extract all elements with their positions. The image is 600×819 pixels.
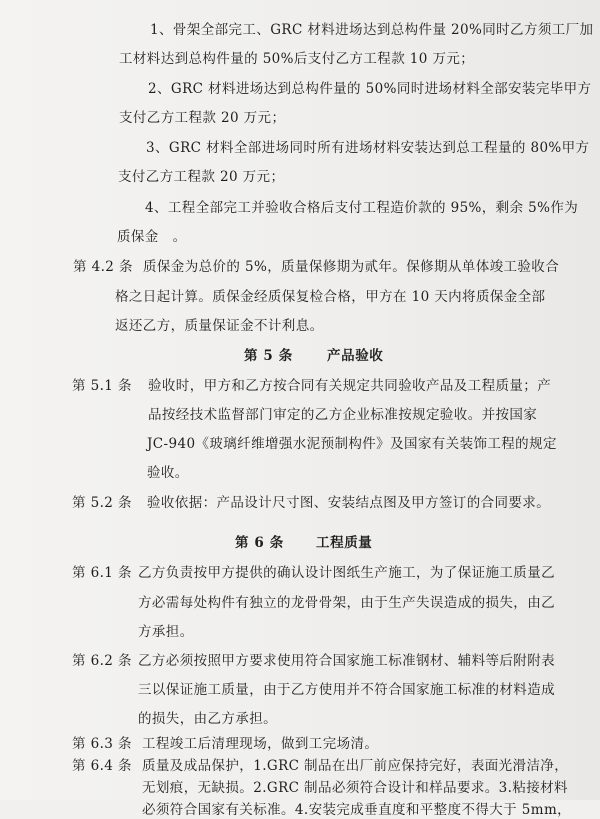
clause-4-2-line-1: 质保金为总价的 5%，质量保修期为贰年。保修期从单体竣工验收合: [143, 259, 560, 275]
clause-6-4-line-2: 无划痕，无缺损。2.GRC 制品必须符合设计和样品要求。3.粘接材料: [142, 780, 568, 796]
clause-6-4-line-1: 质量及成品保护，1.GRC 制品在出厂前应保持完好，表面光滑洁净，: [142, 758, 569, 774]
clause-6-2-line-3: 的损失，由乙方承担。: [138, 711, 277, 727]
clause-6-2-line-2: 三以保证施工质量，由于乙方使用并不符合国家施工标准的材料造成: [138, 682, 555, 698]
clause-5-1-line-4: 验收。: [147, 465, 189, 481]
payment-item-1-line-2: 工材料达到总构件量的 50%后支付乙方工程款 10 万元；: [119, 51, 475, 67]
clause-6-4-number: 第 6.4 条: [72, 758, 132, 774]
section-6-number: 第 6 条: [235, 535, 284, 551]
clause-5-2-line-1: 验收依据：产品设计尺寸图、安装结点图及甲方签订的合同要求。: [147, 495, 551, 511]
clause-6-3-line-1: 工程竣工后清理现场，做到工完场清。: [142, 736, 379, 752]
clause-5-1-line-3: JC-940《玻璃纤维增强水泥预制构件》及国家有关装饰工程的规定: [147, 436, 557, 452]
payment-item-3-line-1: 3、GRC 材料全部进场同时所有进场材料安装达到总工程量的 80%甲方: [146, 140, 590, 156]
payment-item-3-line-2: 支付乙方工程款 20 万元；: [118, 169, 285, 185]
clause-4-2-line-2: 格之日起计算。质保金经质保复检合格，甲方在 10 天内将质保金全部: [115, 289, 546, 305]
clause-5-1-number: 第 5.1 条: [72, 378, 132, 394]
payment-item-2-line-2: 支付乙方工程款 20 万元；: [119, 110, 286, 126]
payment-item-2-line-1: 2、GRC 材料进场达到总构件量的 50%同时进场材料全部安装完毕甲方: [148, 81, 592, 97]
clause-5-1-line-2: 品按经技术监督部门审定的乙方企业标准按规定验收。并按国家: [148, 407, 538, 423]
clause-6-1-number: 第 6.1 条: [72, 565, 132, 581]
payment-item-4-line-2: 质保金 。: [117, 229, 187, 245]
section-6-title: 工程质量: [316, 535, 373, 551]
section-5-title: 产品验收: [327, 348, 384, 364]
clause-5-2-number: 第 5.2 条: [72, 495, 132, 511]
payment-item-4-line-1: 4、工程全部完工并验收合格后支付工程造价款的 95%，剩余 5%作为: [145, 200, 579, 216]
clause-6-4-line-3: 必须符合国家有关标准。4.安装完成垂直度和平整度不得大于 5mm，: [142, 802, 572, 818]
payment-item-1-line-1: 1、骨架全部完工、GRC 材料进场达到总构件量 20%同时乙方须工厂加: [150, 22, 594, 38]
section-5-number: 第 5 条: [244, 348, 293, 364]
clause-6-2-number: 第 6.2 条: [72, 653, 132, 669]
clause-4-2-number: 第 4.2 条: [73, 259, 133, 275]
clause-6-2-line-1: 乙方必须按照甲方要求使用符合国家施工标准钢材、辅料等后附附表: [138, 653, 555, 669]
clause-6-1-line-3: 方承担。: [138, 624, 194, 640]
clause-5-1-line-1: 验收时，甲方和乙方按合同有关规定共同验收产品及工程质量；产: [148, 378, 552, 394]
clause-4-2-line-3: 返还乙方，质量保证金不计利息。: [115, 318, 324, 334]
clause-6-1-line-1: 乙方负责按甲方提供的确认设计图纸生产施工，为了保证施工质量乙: [138, 565, 555, 581]
clause-6-3-number: 第 6.3 条: [72, 736, 132, 752]
clause-6-1-line-2: 方必需每处构件有独立的龙骨骨架，由于生产失误造成的损失，由乙: [138, 595, 555, 611]
